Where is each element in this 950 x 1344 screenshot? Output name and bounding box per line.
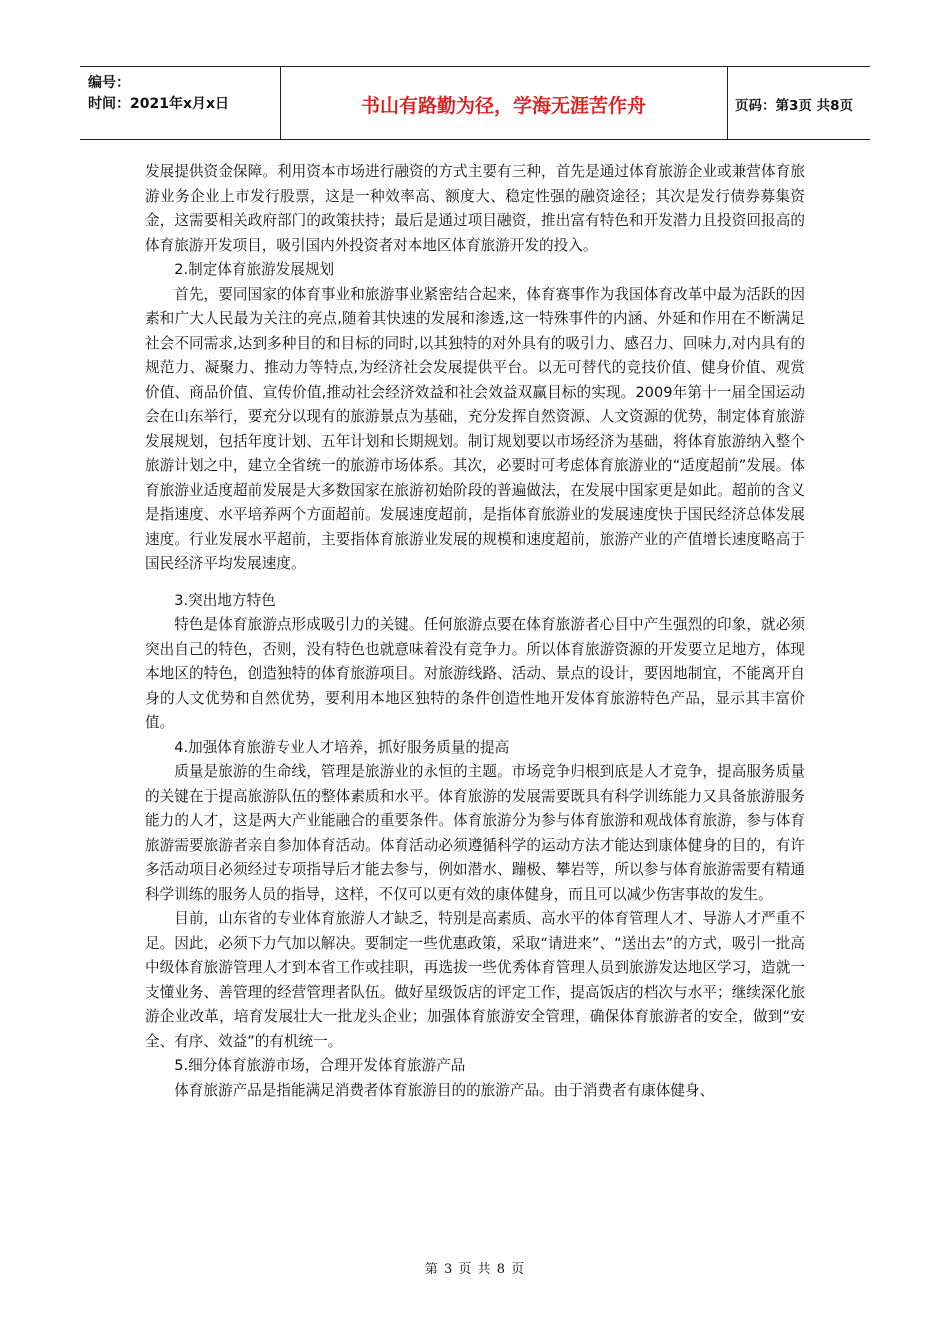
page-header — [80, 66, 870, 140]
header-meta-cell — [80, 67, 281, 139]
section-heading: 2.制定体育旅游发展规划 — [174, 261, 335, 278]
body-paragraph: 体育旅游产品是指能满足消费者体育旅游目的的旅游产品。由于消费者有康体健身、 — [174, 1081, 715, 1099]
section-heading: 4.加强体育旅游专业人才培养，抓好服务质量的提高 — [174, 738, 510, 756]
page-footer: 第 3 页 共 8 页 — [424, 1262, 526, 1277]
header-page-number: 页码：第3页 共8页 — [735, 98, 853, 114]
body-paragraph: 目前，山东省的专业体育旅游人才缺乏，特别是高素质、高水平的体育管理人才、导游人才严重不足。因此，必须下力气加以解决。要制定一些优惠政策，采取“请进来”、“送出去”的方式，吸引一批高中级体育旅游管理人才到本省工作或挂职，再选拔一些优秀体育管理人员到旅游发达地区学习，造就一支懂业务、善管理的经营管理者队伍。做好星级饭店的评定工作，提高饭店的档次与水平；继续深化旅游企业改革，培育发展壮大一批龙头企业；加强体育旅游安全管理，确保体育旅游者的安全，做到“安全、有序、效益”的有机统一。 — [145, 910, 805, 1050]
document-time-label: 时间：2021年x月x日 — [88, 96, 230, 112]
document-body — [145, 160, 805, 1103]
body-paragraph: 发展提供资金保障。利用资本市场进行融资的方式主要有三种，首先是通过体育旅游企业或兼营体育旅游业务企业上市发行股票，这是一种效率高、额度大、稳定性强的融资途径；其次是发行债券募集资金，这需要相关政府部门的政策扶持；最后是通过项目融资，推出富有特色和开发潜力且投资回报高的体育旅游开发项目，吸引国内外投资者对本地区体育旅游开发的投入。 — [145, 163, 805, 254]
body-paragraph: 质量是旅游的生命线，管理是旅游业的永恒的主题。市场竞争归根到底是人才竞争，提高服务质量的关键在于提高旅游队伍的整体素质和水平。体育旅游的发展需要既具有科学训练能力又具备旅游服务能力的人才，这是两大产业能融合的重要条件。体育旅游分为参与体育旅游和观战体育旅游，参与体育旅游需要旅游者亲自参加体育活动。体育活动必须遵循科学的运动方法才能达到康体健身的目的，有许多活动项目必须经过专项指导后才能去参与，例如潜水、蹦极、攀岩等，所以参与体育旅游需要有精通科学训练的服务人员的指导，这样，不仅可以更有效的康体健身，而且可以减少伤害事故的发生。 — [145, 763, 805, 903]
body-paragraph: 特色是体育旅游点形成吸引力的关键。任何旅游点要在体育旅游者心目中产生强烈的印象，就必须突出自己的特色，否则，没有特色也就意味着没有竞争力。所以体育旅游资源的开发要立足地方，体现本地区的特色，创造独特的体育旅游项目。对旅游线路、活动、景点的设计，要因地制宜，不能离开自身的人文优势和自然优势，要利用本地区独特的条件创造性地开发体育旅游特色产品，显示其丰富价值。 — [145, 616, 805, 731]
section-heading: 3.突出地方特色 — [174, 591, 276, 609]
body-paragraph: 首先，要同国家的体育事业和旅游事业紧密结合起来，体育赛事作为我国体育改革中最为活跃的因素和广大人民最为关注的亮点,随着其快速的发展和渗透,这一特殊事件的内涵、外延和作用在不断满足社会不同需求,达到多种目的和目标的同时,以其独特的对外具有的吸引力、感召力、回味力,对内具有的规范力、凝聚力、推动力等特点,为经济社会发展提供平台。以无可替代的竞技价值、健身价值、观赏价值、商品价值、宣传价值,推动社会经济效益和社会效益双赢目标的实现。2009年第十一届全国运动会在山东举行，要充分以现有的旅游景点为基础，充分发挥自然资源、人文资源的优势，制定体育旅游发展规划，包括年度计划、五年计划和长期规划。制订规划要以市场经济为基础，将体育旅游纳入整个旅游计划之中，建立全省统一的旅游市场体系。其次，必要时可考虑体育旅游业的“适度超前”发展。体育旅游业适度超前发展是大多数国家在旅游初始阶段的普遍做法，在发展中国家更是如此。超前的含义是指速度、水平培养两个方面超前。发展速度超前，是指体育旅游业的发展速度快于国民经济总体发展速度。行业发展水平超前，主要指体育旅游业发展的规模和速度超前，旅游产业的产值增长速度略高于国民经济平均发展速度。 — [145, 285, 805, 572]
document-code-label: 编号： — [88, 75, 130, 91]
header-motto: 书山有路勤为径，学海无涯苦作舟 — [360, 95, 646, 117]
header-page-cell — [727, 67, 870, 139]
header-motto-cell — [280, 67, 728, 139]
section-heading: 5.细分体育旅游市场，合理开发体育旅游产品 — [174, 1057, 466, 1074]
